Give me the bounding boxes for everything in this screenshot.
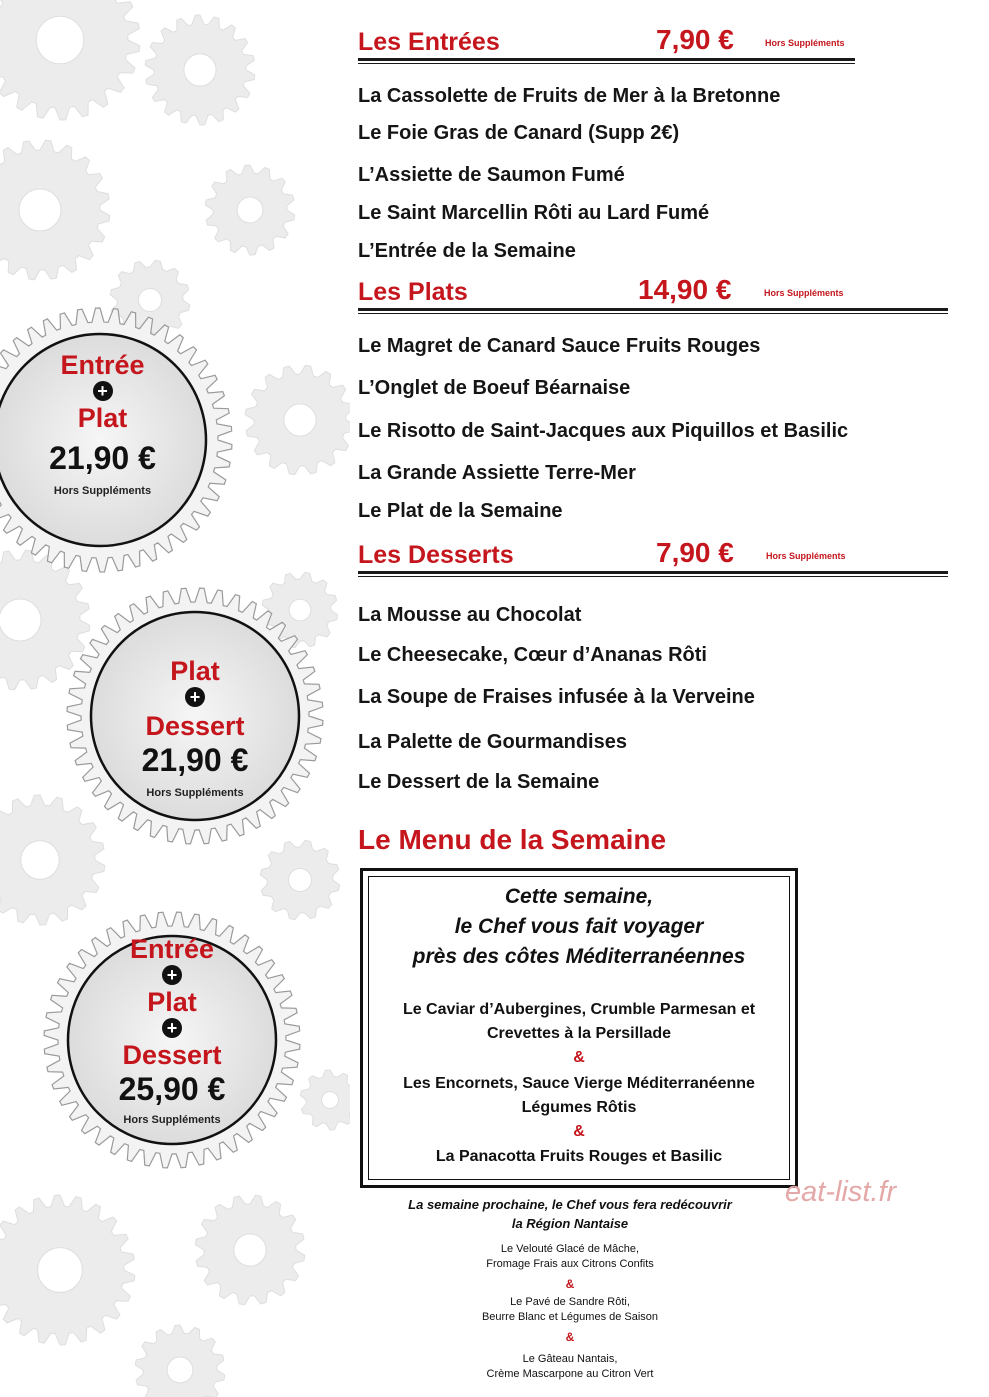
- combo-note: Hors Suppléments: [123, 1114, 221, 1126]
- menu-item: Le Cheesecake, Cœur d’Ananas Rôti: [358, 644, 707, 666]
- watermark: eat-list.fr: [785, 1176, 897, 1208]
- combo-entree-plat-dessert: [72, 934, 272, 1128]
- plus-icon: +: [162, 965, 182, 985]
- gear-hole: [289, 599, 311, 621]
- menu-item: Le Dessert de la Semaine: [358, 771, 600, 793]
- combo-price: 21,90 €: [49, 440, 156, 476]
- gear-hole: [36, 16, 84, 64]
- section-title: Les Plats: [358, 278, 468, 306]
- section-note: Hors Suppléments: [764, 288, 844, 298]
- combo-line: Plat: [170, 656, 220, 686]
- combo-entree-plat: [0, 350, 205, 499]
- gear-hole: [237, 197, 263, 223]
- week-dish-line: Légumes Rôtis: [521, 1099, 637, 1116]
- next-week-dish-line: Le Velouté Glacé de Mâche,: [500, 1243, 640, 1255]
- plus-icon: +: [162, 1018, 182, 1038]
- gear-hole: [38, 1248, 83, 1293]
- next-week-dish-line: Le Pavé de Sandre Rôti,: [510, 1296, 630, 1308]
- menu-item: Le Risotto de Saint-Jacques aux Piquillos et Basilic: [358, 420, 849, 442]
- section-title: Les Entrées: [358, 28, 500, 56]
- combo-plat-dessert: [95, 656, 295, 801]
- menu-item: L’Onglet de Boeuf Béarnaise: [358, 377, 631, 399]
- section-note: Hors Suppléments: [765, 38, 845, 48]
- week-dish-line: Le Caviar d’Aubergines, Crumble Parmesan et: [402, 1001, 756, 1018]
- gear-hole: [167, 1357, 193, 1383]
- section-price: 14,90 €: [638, 274, 732, 305]
- week-menu-title: Le Menu de la Semaine: [358, 824, 667, 855]
- combo-price: 21,90 €: [141, 742, 249, 778]
- menu-item: La Soupe de Fraises infusée à la Verveine: [358, 686, 755, 708]
- combo-line: Entrée: [129, 934, 215, 964]
- week-intro-line: le Chef vous fait voyager: [454, 915, 704, 938]
- gear-hole: [322, 1092, 339, 1109]
- ampersand-separator: &: [573, 1049, 585, 1066]
- gear-hole: [234, 1234, 266, 1266]
- ampersand-separator: &: [573, 1123, 585, 1140]
- combo-price: 25,90 €: [118, 1071, 226, 1107]
- combo-line: Plat: [147, 987, 197, 1017]
- combo-note: Hors Suppléments: [53, 485, 152, 497]
- week-intro-line: Cette semaine,: [504, 885, 654, 908]
- menu-item: Le Foie Gras de Canard (Supp 2€): [358, 122, 680, 144]
- section-note: Hors Suppléments: [766, 551, 846, 561]
- week-dish-line: Les Encornets, Sauce Vierge Méditerranéenne: [403, 1075, 755, 1092]
- section-rule: [358, 313, 948, 314]
- menu-item: La Palette de Gourmandises: [358, 731, 627, 753]
- section-header-desserts: [358, 535, 948, 577]
- section-title: Les Desserts: [358, 541, 514, 569]
- gear-hole: [184, 54, 216, 86]
- gear-hole: [284, 404, 316, 436]
- next-week-dish-line: Fromage Frais aux Citrons Confits: [486, 1258, 654, 1270]
- menu-item: La Mousse au Chocolat: [358, 604, 582, 626]
- week-dish-line: Crevettes à la Persillade: [486, 1025, 672, 1042]
- menu-item: La Grande Assiette Terre-Mer: [358, 462, 636, 484]
- next-week-dish-line: Crème Mascarpone au Citron Vert: [486, 1368, 654, 1380]
- section-rule: [358, 58, 855, 61]
- plus-icon: +: [185, 687, 205, 707]
- section-rule: [358, 576, 948, 577]
- week-intro-line: près des côtes Méditerranéennes: [412, 945, 746, 968]
- section-header-entrees: [358, 22, 948, 64]
- menu-item: L’Assiette de Saumon Fumé: [358, 164, 625, 186]
- gear-hole: [138, 288, 161, 311]
- week-menu-box: [360, 868, 798, 1188]
- combo-line: Dessert: [145, 711, 245, 741]
- next-week-intro-line: la Région Nantaise: [511, 1216, 629, 1231]
- ampersand-separator: &: [565, 1277, 575, 1291]
- section-rule: [358, 308, 948, 311]
- menu-item: Le Magret de Canard Sauce Fruits Rouges: [358, 335, 761, 357]
- combo-note: Hors Suppléments: [146, 787, 244, 799]
- combo-line: Dessert: [122, 1040, 222, 1070]
- menu-item: La Cassolette de Fruits de Mer à la Bretonne: [358, 85, 781, 107]
- week-dish-line: La Panacotta Fruits Rouges et Basilic: [435, 1148, 723, 1165]
- next-week-dish-line: Beurre Blanc et Légumes de Saison: [481, 1311, 659, 1323]
- section-rule: [358, 571, 948, 574]
- section-rule: [358, 63, 855, 64]
- section-header-plats: [358, 272, 948, 314]
- section-price: 7,90 €: [656, 24, 734, 55]
- menu-item: L’Entrée de la Semaine: [358, 240, 576, 262]
- section-price: 7,90 €: [656, 537, 734, 568]
- combo-line: Plat: [77, 403, 128, 433]
- ampersand-separator: &: [565, 1330, 575, 1344]
- next-week-dish-line: Le Gâteau Nantais,: [522, 1353, 618, 1365]
- combo-line: Entrée: [60, 350, 145, 380]
- menu-item: Le Plat de la Semaine: [358, 500, 563, 522]
- next-week-intro-line: La semaine prochaine, le Chef vous fera redécouvrir: [408, 1197, 732, 1212]
- menu-item: Le Saint Marcellin Rôti au Lard Fumé: [358, 202, 710, 224]
- plus-icon: +: [93, 381, 113, 401]
- gear-hole: [19, 189, 61, 231]
- gear-hole: [21, 841, 60, 880]
- gear-hole: [0, 599, 41, 641]
- gear-hole: [288, 868, 311, 891]
